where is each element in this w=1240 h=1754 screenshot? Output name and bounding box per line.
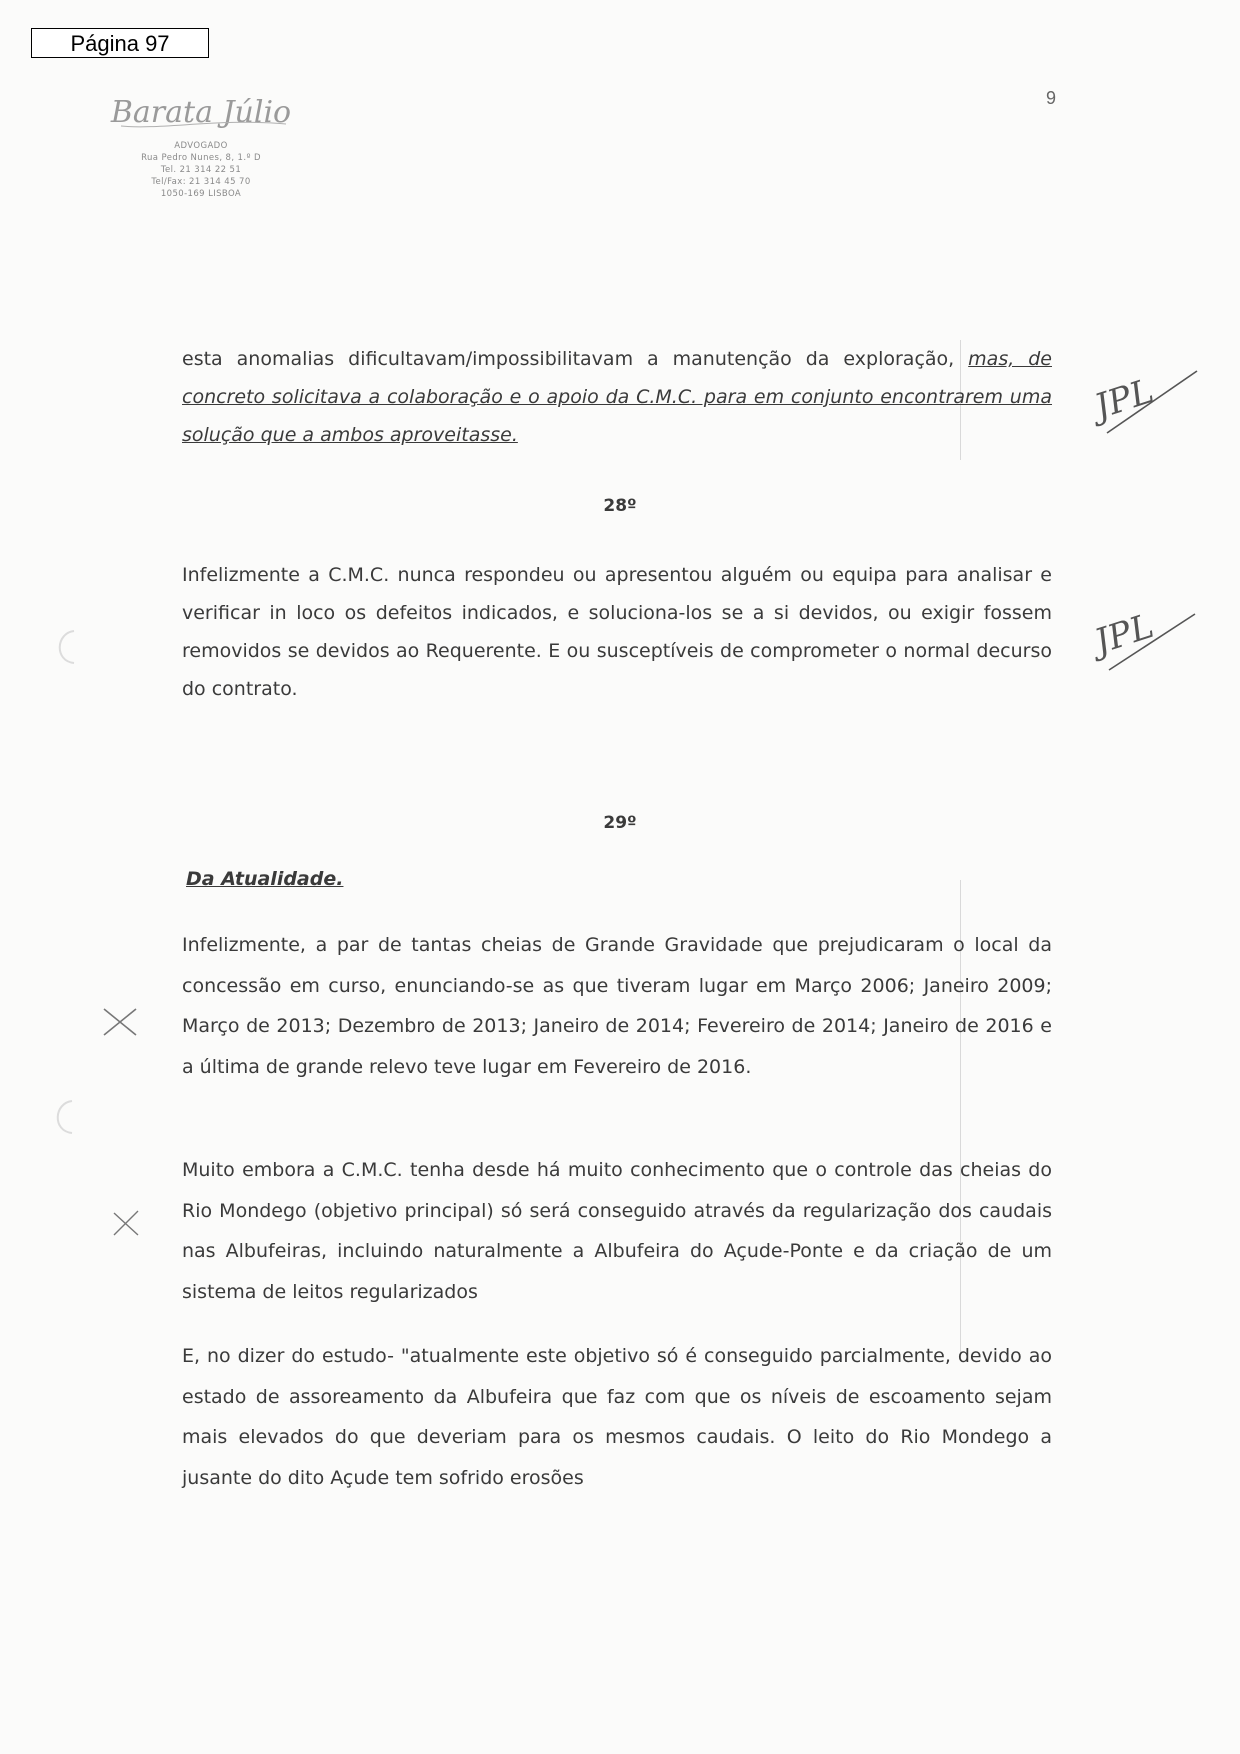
letterhead bbox=[96, 80, 306, 200]
punch-hole-icon bbox=[48, 625, 82, 669]
paragraph-29-a: Infelizmente, a par de tantas cheias de Grande Gravidade que prejudicaram o local da concessão em curso, enunciando-se as que tiveram lugar em Março 2006; Janeiro 2009; Março de 2013; Dezembro de 2013; Janeiro de 2014; Fevereiro de 2014; Janeiro de 2016 e a última de grande relevo teve lugar em Fevereiro de 2016. bbox=[182, 934, 1052, 1078]
handwritten-initials-mark bbox=[1085, 590, 1205, 680]
article-number-28: 28º bbox=[603, 496, 637, 516]
signature-logo bbox=[101, 80, 301, 138]
paragraph-29-c: E, no dizer do estudo- "atualmente este objetivo só é conseguido parcialmente, devido ao estado de assoreamento da Albufeira que faz com que os níveis de escoamento sejam mais elevados do que deveriam para os mesmos caudais. O leito do Rio Mondego a jusante do dito Açude tem sofrido erosões bbox=[182, 1345, 1052, 1489]
paragraph-27-end bbox=[182, 340, 1052, 454]
article-number-29: 29º bbox=[603, 813, 637, 833]
punch-hole-icon bbox=[46, 1095, 80, 1139]
cross-mark-icon bbox=[100, 1005, 140, 1039]
paragraph-28: Infelizmente a C.M.C. nunca respondeu ou apresentou alguém ou equipa para analisar e verificar in loco os defeitos indicados, e soluciona-los se a si devidos, ou exigir fossem removidos se devidos ao Requerente. E ou susceptíveis de comprometer o normal decurso do contrato. bbox=[182, 564, 1052, 700]
page-label: Página 97 bbox=[31, 28, 209, 58]
handwritten-initials-mark bbox=[1085, 355, 1205, 445]
paragraph-underlined-text: mas, de concreto solicitava a colaboração e o apoio da C.M.C. para em conjunto encontrarem uma solução que a ambos aproveitasse. bbox=[182, 348, 1052, 446]
letterhead-address: Rua Pedro Nunes, 8, 1.º D bbox=[141, 153, 261, 163]
letterhead-fax: Tel/Fax: 21 314 45 70 bbox=[151, 177, 251, 187]
paragraph-text: esta anomalias dificultavam/impossibilitavam a manutenção da exploração, bbox=[182, 348, 955, 370]
paragraph-29-b: Muito embora a C.M.C. tenha desde há muito conhecimento que o controle das cheias do Rio Mondego (objetivo principal) só será conseguido através da regularização dos caudais nas Albufeiras, incluindo naturalmente a Albufeira do Açude-Ponte e da criação de um sistema de leitos regularizados bbox=[182, 1159, 1052, 1303]
letterhead-profession: ADVOGADO bbox=[174, 141, 228, 151]
svg-text:JPL: JPL bbox=[1089, 606, 1159, 663]
cross-mark-icon bbox=[108, 1205, 144, 1241]
section-heading: Da Atualidade. bbox=[186, 868, 344, 890]
page-number: 9 bbox=[1046, 88, 1057, 108]
letterhead-city: 1050-169 LISBOA bbox=[160, 189, 242, 199]
svg-text:JPL: JPL bbox=[1089, 371, 1159, 428]
letterhead-tel: Tel. 21 314 22 51 bbox=[160, 165, 242, 175]
svg-text:Barata Júlio: Barata Júlio bbox=[110, 95, 292, 130]
